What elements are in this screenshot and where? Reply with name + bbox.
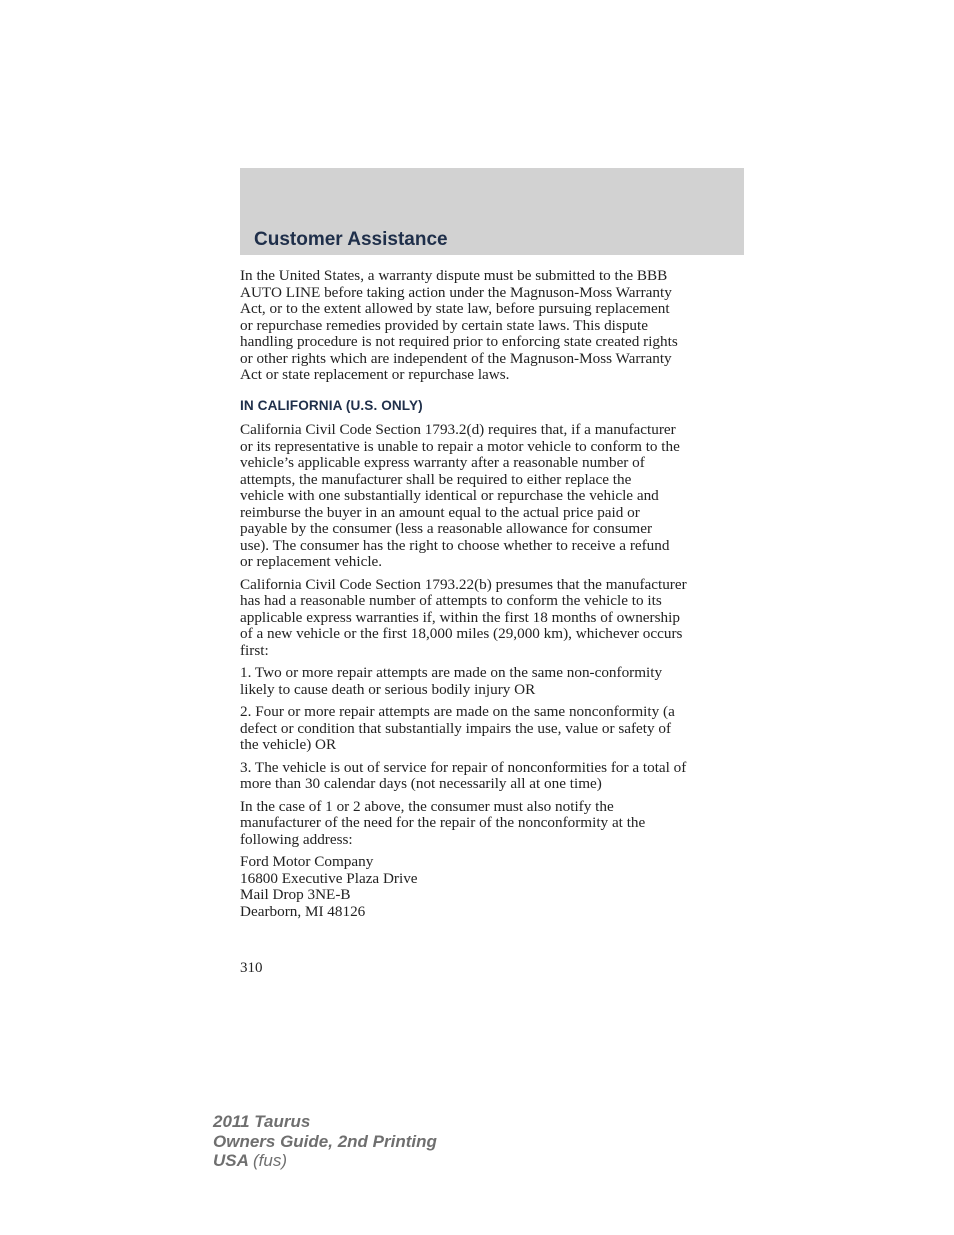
california-heading: IN CALIFORNIA (U.S. ONLY) bbox=[240, 397, 423, 413]
text-line: vehicle’s applicable express warranty after a reasonable number of bbox=[240, 454, 645, 471]
text-line: likely to cause death or serious bodily injury OR bbox=[240, 680, 536, 698]
text-line: applicable express warranties if, within the first 18 months of ownership bbox=[240, 608, 680, 626]
list-item-1 bbox=[240, 665, 746, 698]
text-line: or other rights which are independent of the Magnuson-Moss Warranty bbox=[240, 349, 672, 367]
text-line: use). The consumer has the right to choose whether to receive a refund bbox=[240, 536, 670, 554]
text-line: 2. Four or more repair attempts are made on the same nonconformity (a bbox=[240, 703, 675, 720]
address-line: Mail Drop 3NE-B bbox=[240, 886, 351, 903]
text-line: or its representative is unable to repair a motor vehicle to conform to the bbox=[240, 437, 680, 455]
text-line: In the United States, a warranty dispute must be submitted to the BBB bbox=[240, 267, 668, 284]
text-line: or replacement vehicle. bbox=[240, 553, 383, 570]
intro-paragraph bbox=[240, 268, 746, 384]
text-line: California Civil Code Section 1793.22(b) presumes that the manufacturer bbox=[240, 575, 687, 593]
text-line: payable by the consumer (less a reasonable allowance for consumer bbox=[240, 520, 653, 537]
footer-model-line: 2011 Taurus bbox=[213, 1112, 311, 1131]
text-line: defect or condition that substantially impairs the use, value or safety of bbox=[240, 719, 672, 737]
text-line: 3. The vehicle is out of service for repair of nonconformities for a total of bbox=[240, 758, 687, 776]
text-line: vehicle with one substantially identical or repurchase the vehicle and bbox=[240, 487, 659, 504]
text-line: Act, or to the extent allowed by state law, before pursuing replacement bbox=[240, 300, 670, 317]
text-line: or repurchase remedies provided by certain state laws. This dispute bbox=[240, 316, 648, 334]
text-line: manufacturer of the need for the repair of the nonconformity at the bbox=[240, 814, 646, 831]
page-number: 310 bbox=[240, 960, 263, 976]
text-line: following address: bbox=[240, 830, 353, 848]
civil-code-1793-2-paragraph bbox=[240, 422, 746, 571]
document-footer bbox=[213, 1112, 437, 1171]
notify-paragraph bbox=[240, 799, 746, 849]
text-line: of a new vehicle or the first 18,000 miles (29,000 km), whichever occurs bbox=[240, 625, 683, 642]
list-item-3 bbox=[240, 760, 746, 793]
section-header-band bbox=[240, 168, 744, 255]
text-line: AUTO LINE before taking action under the Magnuson-Moss Warranty bbox=[240, 283, 672, 301]
text-line: more than 30 calendar days (not necessarily all at one time) bbox=[240, 775, 602, 792]
address-line: Dearborn, MI 48126 bbox=[240, 902, 366, 920]
footer-market-line bbox=[213, 1151, 437, 1171]
text-line: attempts, the manufacturer shall be required to either replace the bbox=[240, 470, 632, 488]
text-line: first: bbox=[240, 641, 269, 659]
footer-market: USA bbox=[213, 1151, 249, 1170]
mailing-address bbox=[240, 854, 746, 920]
text-line: the vehicle) OR bbox=[240, 736, 337, 753]
text-line: has had a reasonable number of attempts to conform the vehicle to its bbox=[240, 592, 662, 609]
text-line: Act or state replacement or repurchase laws. bbox=[240, 366, 510, 383]
list-item-2 bbox=[240, 704, 746, 754]
text-line: handling procedure is not required prior to enforcing state created rights bbox=[240, 333, 678, 350]
footer-edition-line: Owners Guide, 2nd Printing bbox=[213, 1131, 437, 1151]
address-line: Ford Motor Company bbox=[240, 853, 374, 870]
text-line: In the case of 1 or 2 above, the consumer must also notify the bbox=[240, 797, 614, 815]
civil-code-1793-22-paragraph bbox=[240, 577, 746, 660]
footer-market-code: (fus) bbox=[253, 1151, 287, 1170]
text-line: 1. Two or more repair attempts are made on the same non-conformity bbox=[240, 664, 663, 681]
page-content bbox=[240, 268, 746, 926]
section-title: Customer Assistance bbox=[254, 229, 448, 250]
address-line: 16800 Executive Plaza Drive bbox=[240, 869, 418, 887]
text-line: California Civil Code Section 1793.2(d) requires that, if a manufacturer bbox=[240, 421, 676, 438]
text-line: reimburse the buyer in an amount equal to the actual price paid or bbox=[240, 503, 640, 521]
